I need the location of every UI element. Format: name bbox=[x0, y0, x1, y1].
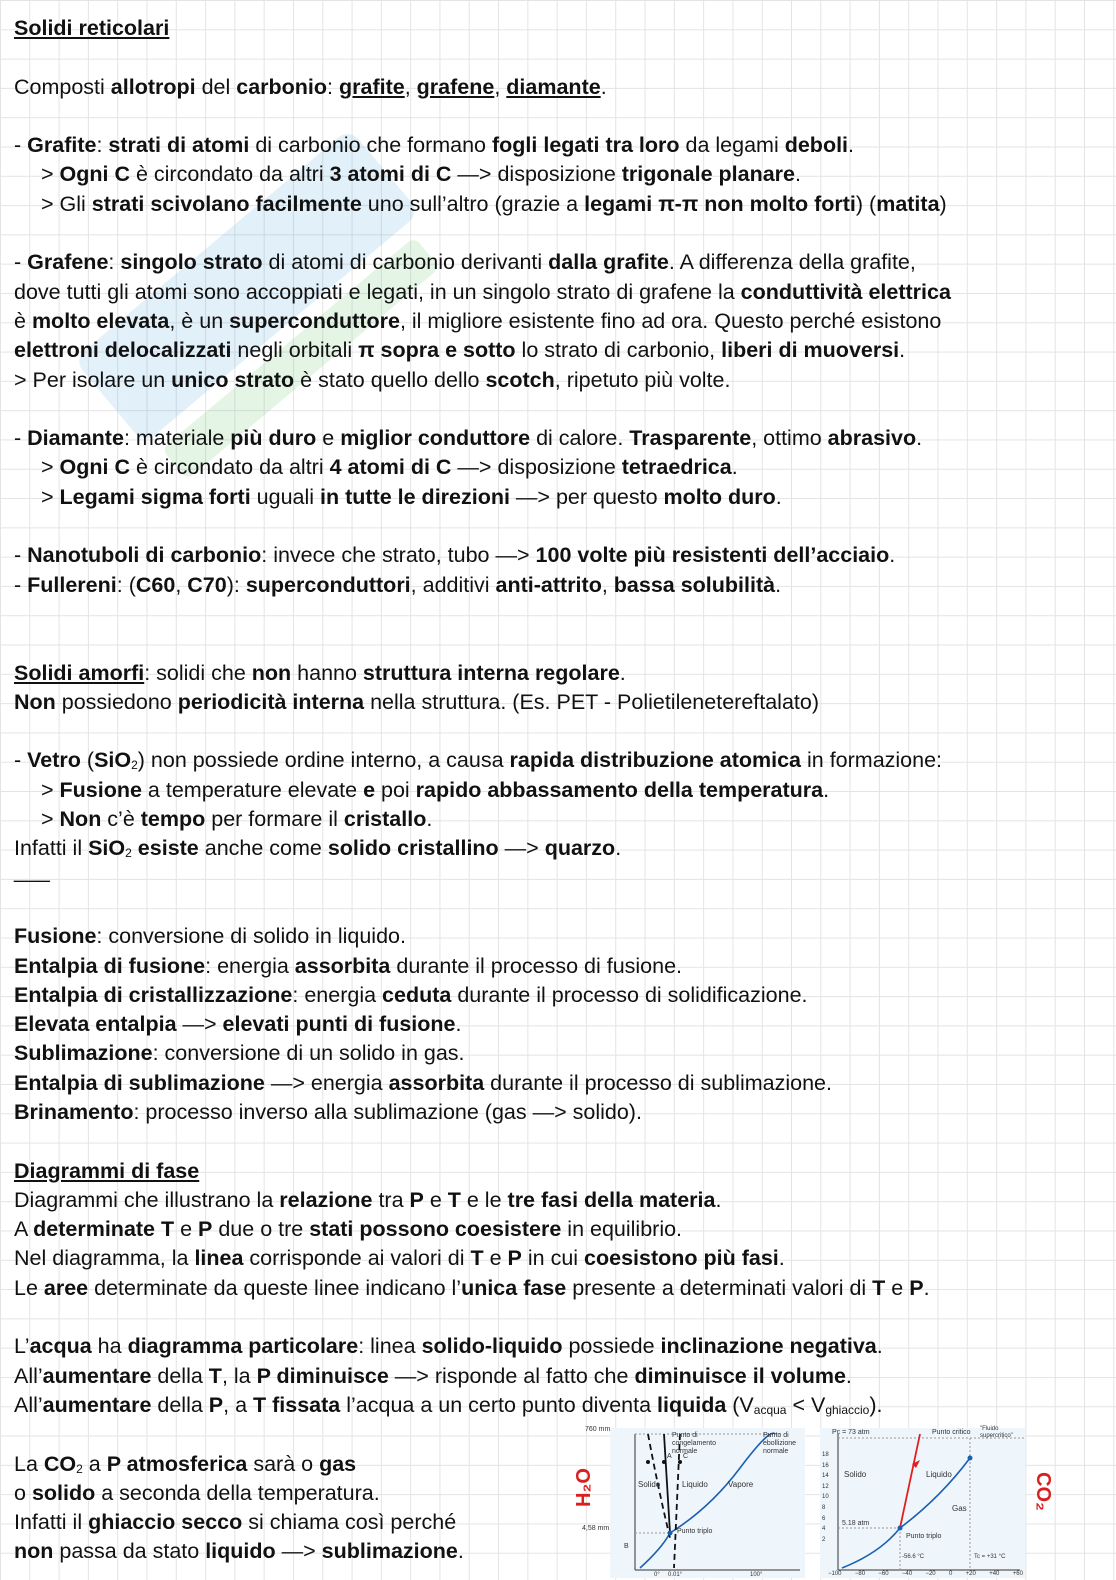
text-line: elettroni delocalizzati negli orbitali π sopra e sotto lo strato di carbonio, liberi di muoversi. bbox=[14, 338, 906, 363]
co2-x-tick: +60 bbox=[1012, 1571, 1023, 1577]
text-line: > Non c’è tempo per formare il cristallo. bbox=[41, 807, 433, 832]
text-line: Entalpia di cristallizzazione: energia ceduta durante il processo di solidificazione. bbox=[14, 982, 808, 1007]
blank-line bbox=[14, 102, 1104, 131]
text-line: - Vetro (SiO$_2$) non possiede ordine interno, a causa rapida distribuzione atomica in formazione: bbox=[14, 748, 943, 773]
text-line: Le aree determinate da queste linee indicano l’unica fase presente a determinati valori di T e P. bbox=[14, 1275, 930, 1300]
heading-solidi-reticolari: Solidi reticolari bbox=[14, 16, 170, 40]
text-line: Sublimazione: conversione di un solido in gas. bbox=[14, 1041, 465, 1066]
text-line: All’aumentare della T, la P diminuisce —> risponde al fatto che diminuisce il volume. bbox=[14, 1363, 852, 1388]
co2-y-tick: 16 bbox=[822, 1462, 829, 1469]
text-line: Entalpia di fusione: energia assorbita durante il processo di fusione. bbox=[14, 953, 683, 978]
text-line: A determinate T e P due o tre stati possono coesistere in equilibrio. bbox=[14, 1217, 683, 1242]
h2o-label-solid: Solido bbox=[638, 1480, 661, 1489]
co2-t-crit: Tc = +31 °C bbox=[974, 1554, 1006, 1560]
h2o-tick-001: 0.01° bbox=[668, 1572, 683, 1578]
blank-line bbox=[14, 1127, 1104, 1156]
h2o-point-c bbox=[678, 1460, 682, 1464]
h2o-p-triple: 4,58 mm bbox=[582, 1525, 610, 1532]
heading-solidi-amorfi: Solidi amorfi: solidi che non hanno struttura interna regolare. bbox=[14, 660, 626, 685]
h2o-label-boil: Punto di ebollizione normale bbox=[763, 1432, 797, 1455]
co2-x-tick: +20 bbox=[965, 1571, 976, 1577]
co2-x-tick: −40 bbox=[901, 1571, 913, 1577]
co2-y-tick: 12 bbox=[822, 1483, 829, 1490]
co2-y-tick: 4 bbox=[822, 1526, 826, 1533]
h2o-point-c-label: C bbox=[683, 1453, 689, 1460]
text-line: > Gli strati scivolano facilmente uno sull’altro (grazie a legami π-π non molto forti) (matita) bbox=[41, 191, 947, 216]
blank-line bbox=[14, 43, 1104, 72]
h2o-label-triple: Punto triplo bbox=[677, 1528, 713, 1535]
text-line: Elevata entalpia —> elevati punti di fusione. bbox=[14, 1012, 462, 1037]
co2-y-tick: 18 bbox=[822, 1452, 829, 1458]
co2-p-triple: 5.18 atm bbox=[842, 1520, 870, 1527]
co2-x-tick: +40 bbox=[989, 1571, 1000, 1577]
co2-label-triple: Punto triplo bbox=[906, 1533, 942, 1540]
phase-diagrams bbox=[572, 1426, 1054, 1578]
blank-line bbox=[14, 395, 1104, 424]
text-line: - Grafite: strati di atomi di carbonio che formano fogli legati tra loro da legami deboli. bbox=[14, 133, 855, 158]
text-line: > Per isolare un unico strato è stato quello dello scotch, ripetuto più volte. bbox=[14, 367, 731, 392]
co2-t-triple: -56.6 °C bbox=[902, 1554, 925, 1560]
h2o-triple-point bbox=[668, 1531, 673, 1536]
co2-y-tick: 10 bbox=[822, 1494, 829, 1501]
co2-label-liquid: Liquido bbox=[926, 1470, 952, 1479]
text-line: dove tutti gli atomi sono accoppiati e legati, in un singolo strato di grafene la conduttività elettrica bbox=[14, 279, 951, 304]
text-line: Composti allotropi del carbonio: grafite, grafene, diamante. bbox=[14, 74, 607, 99]
blank-line bbox=[14, 512, 1104, 541]
co2-critical-point bbox=[968, 1456, 973, 1461]
text-line: è molto elevata, è un superconduttore, il migliore esistente fino ad ora. Questo perché esistono bbox=[14, 308, 942, 333]
blank-line bbox=[14, 893, 1104, 922]
h2o-point-b bbox=[646, 1460, 650, 1464]
h2o-label-freeze: Punto di congelamento normale bbox=[672, 1432, 716, 1455]
text-line: Non possiedono periodicità interna nella struttura. (Es. PET - Polietilenetereftalato) bbox=[14, 689, 820, 714]
text-line: Infatti il SiO$_2$ esiste anche come solido cristallino —> quarzo. bbox=[14, 836, 622, 861]
text-line: Diagrammi che illustrano la relazione tra P e T e le tre fasi della materia. bbox=[14, 1187, 722, 1212]
co2-y-tick: 14 bbox=[822, 1473, 829, 1480]
co2-label-fluid: "Fluido supercritico" bbox=[980, 1426, 1013, 1439]
h2o-tick-0: 0° bbox=[654, 1572, 660, 1578]
co2-x-tick: 0 bbox=[948, 1571, 953, 1577]
text-line: All’aumentare della P, a T fissata l’acqua a un certo punto diventa liquida $(V_{acqua} < V_{ghiaccio})$. bbox=[14, 1392, 883, 1417]
text-line: Nel diagramma, la linea corrisponde ai valori di T e P in cui coesistono più fasi. bbox=[14, 1246, 785, 1271]
h2o-tag: H₂O bbox=[572, 1468, 595, 1507]
h2o-label-liquid: Liquido bbox=[682, 1480, 708, 1489]
co2-y-tick: 8 bbox=[822, 1504, 826, 1511]
co2-x-tick: −20 bbox=[925, 1571, 936, 1577]
text-line: > Ogni C è circondato da altri 3 atomi di C —> disposizione trigonale planare. bbox=[41, 162, 801, 187]
text-line: > Legami sigma forti uguali in tutte le direzioni —> per questo molto duro. bbox=[41, 484, 782, 509]
text-line: La $CO_2$ a P atmosferica sarà o gas bbox=[14, 1451, 357, 1476]
co2-p-crit: Pc = 73 atm bbox=[832, 1429, 870, 1436]
co2-tag: CO₂ bbox=[1031, 1472, 1054, 1511]
blank-line bbox=[14, 629, 1104, 658]
co2-x-tick: −100 bbox=[828, 1571, 842, 1577]
text-line: L’acqua ha diagramma particolare: linea solido-liquido possiede inclinazione negativa. bbox=[14, 1334, 883, 1359]
h2o-p-top: 760 mm bbox=[585, 1426, 611, 1433]
separator: ___ bbox=[14, 858, 50, 883]
h2o-point-b-label: B bbox=[624, 1543, 629, 1550]
co2-label-solid: Solido bbox=[844, 1470, 867, 1479]
text-line: Infatti il ghiaccio secco si chiama così perché bbox=[14, 1510, 457, 1535]
text-line: Entalpia di sublimazione —> energia assorbita durante il processo di sublimazione. bbox=[14, 1070, 832, 1095]
co2-label-gas: Gas bbox=[952, 1504, 967, 1513]
heading-diagrammi-di-fase: Diagrammi di fase bbox=[14, 1158, 200, 1183]
blank-line bbox=[14, 717, 1104, 746]
blank-line bbox=[14, 219, 1104, 248]
h2o-point-a bbox=[662, 1460, 666, 1464]
text-line: > Ogni C è circondato da altri 4 atomi di C —> disposizione tetraedrica. bbox=[41, 455, 738, 480]
text-line: > Fusione a temperature elevate e poi rapido abbassamento della temperatura. bbox=[41, 777, 830, 802]
text-line: o solido a seconda della temperatura. bbox=[14, 1480, 380, 1505]
co2-y-tick: 6 bbox=[822, 1515, 826, 1522]
blank-line bbox=[14, 600, 1104, 629]
blank-line bbox=[14, 1303, 1104, 1332]
document-page bbox=[14, 14, 1104, 1567]
text-line: - Nanotuboli di carbonio: invece che strato, tubo —> 100 volte più resistenti dell’acciaio. bbox=[14, 543, 896, 568]
co2-phase-diagram bbox=[820, 1428, 1025, 1578]
co2-y-ticks bbox=[822, 1450, 829, 1545]
h2o-label-vapor: Vapore bbox=[728, 1480, 754, 1489]
text-line: - Fullereni: (C60, C70): superconduttori, additivi anti-attrito, bassa solubilità. bbox=[14, 572, 782, 597]
co2-x-tick: −60 bbox=[878, 1571, 889, 1577]
h2o-point-a-label: A bbox=[667, 1453, 672, 1460]
text-line: - Grafene: singolo strato di atomi di carbonio derivanti dalla grafite. A differenza della grafite, bbox=[14, 250, 916, 275]
co2-triple-point bbox=[898, 1526, 903, 1531]
text-line: Fusione: conversione di solido in liquido. bbox=[14, 924, 406, 949]
text-line: Brinamento: processo inverso alla sublimazione (gas —> solido). bbox=[14, 1099, 642, 1124]
co2-x-ticks bbox=[828, 1571, 1023, 1577]
co2-label-crit: Punto critico bbox=[932, 1429, 971, 1436]
h2o-tick-100: 100° bbox=[750, 1572, 763, 1578]
co2-y-tick: 2 bbox=[822, 1536, 826, 1543]
text-line: non passa da stato liquido —> sublimazione. bbox=[14, 1539, 464, 1564]
text-line: - Diamante: materiale più duro e miglior conduttore di calore. Trasparente, ottimo abrasivo. bbox=[14, 426, 923, 451]
co2-x-tick: −80 bbox=[854, 1571, 866, 1577]
